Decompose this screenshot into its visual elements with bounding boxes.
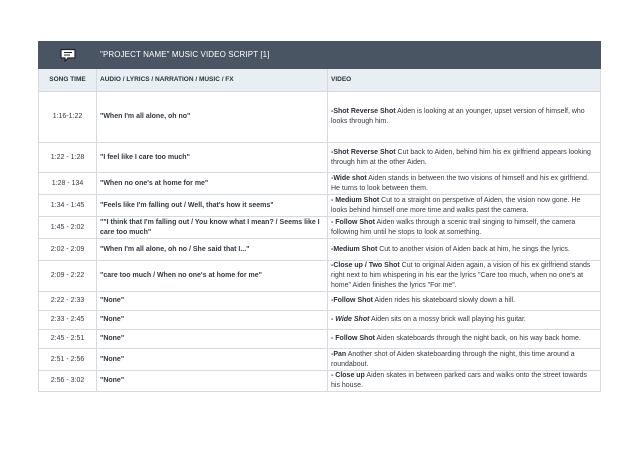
video-cell bbox=[328, 330, 601, 349]
song-time-cell: 1:16-1:22 bbox=[39, 92, 97, 143]
script-row bbox=[39, 195, 601, 217]
song-time-cell: 2:45 - 2:51 bbox=[39, 330, 97, 349]
shot-description: Aiden sits on a mossy brick wall playing his guitar. bbox=[369, 316, 526, 323]
script-row bbox=[39, 349, 601, 371]
lyric-cell: "None" bbox=[97, 349, 328, 371]
song-time-cell: 1:28 - 134 bbox=[39, 173, 97, 195]
shot-type: -Medium Shot bbox=[331, 245, 378, 253]
shot-description: Aiden rides his skateboard slowly down a hill. bbox=[373, 297, 516, 304]
title-cell bbox=[97, 42, 328, 69]
script-row bbox=[39, 239, 601, 261]
shot-description: Cut to original Aiden again, a vision of his ex girlfriend stands right next to him whispering in his ear the lyrics "Care too much, when no one's at home" Aiden finishes the lyrics "For me". bbox=[331, 262, 591, 289]
audio-header: AUDIO / LYRICS / NARRATION / MUSIC / FX bbox=[97, 69, 328, 92]
lyric-cell: "None" bbox=[97, 371, 328, 392]
lyric-cell: "None" bbox=[97, 311, 328, 330]
song-time-cell: 1:22 - 1:28 bbox=[39, 143, 97, 173]
song-time-cell: 2:51 - 2:56 bbox=[39, 349, 97, 371]
lyric-cell: "I feel like I care too much" bbox=[97, 143, 328, 173]
song-time-cell: 2:09 - 2:22 bbox=[39, 261, 97, 292]
video-cell bbox=[328, 349, 601, 371]
video-cell bbox=[328, 217, 601, 239]
speech-bubble-icon bbox=[60, 48, 76, 62]
shot-description: Aiden is looking at an younger, upset version of himself, who looks through him. bbox=[331, 108, 585, 125]
script-row bbox=[39, 143, 601, 173]
script-row bbox=[39, 311, 601, 330]
shot-description: Cut back to Aiden, behind him his ex girlfriend appears looking through him at the other Aiden. bbox=[331, 148, 591, 166]
shot-type: - Medium Shot bbox=[331, 196, 380, 204]
song-time-cell: 2:22 - 2:33 bbox=[39, 292, 97, 311]
video-cell bbox=[328, 92, 601, 143]
song-time-cell: 1:45 - 2:02 bbox=[39, 217, 97, 239]
script-row bbox=[39, 173, 601, 195]
video-cell bbox=[328, 195, 601, 217]
song-time-cell: 1:34 - 1:45 bbox=[39, 195, 97, 217]
shot-description: Aiden skates in between parked cars and walks onto the street towards his house. bbox=[331, 372, 588, 389]
column-header-row bbox=[39, 69, 601, 92]
shot-type: -Shot Reverse Shot bbox=[331, 108, 396, 115]
shot-type: - Wide Shot bbox=[331, 316, 370, 323]
video-cell bbox=[328, 143, 601, 173]
lyric-cell: "care too much / When no one's at home for me" bbox=[97, 261, 328, 292]
script-row bbox=[39, 261, 601, 292]
shot-description: Aiden skateboards through the night back, on his way back home. bbox=[374, 335, 581, 342]
document-title: "PROJECT NAME" MUSIC VIDEO SCRIPT [1] bbox=[100, 49, 270, 59]
video-cell bbox=[328, 173, 601, 195]
video-cell bbox=[328, 371, 601, 392]
video-cell bbox=[328, 261, 601, 292]
video-cell bbox=[328, 292, 601, 311]
shot-description: Aiden stands in between the two visions of himself and his ex girlfriend. He turns to look between them. bbox=[331, 174, 589, 192]
script-row bbox=[39, 330, 601, 349]
shot-type: -Close up / Two Shot bbox=[331, 262, 400, 269]
shot-type: - Follow Shot bbox=[331, 218, 375, 226]
shot-type: -Wide shot bbox=[331, 174, 367, 182]
script-row bbox=[39, 217, 601, 239]
shot-type: - Close up bbox=[331, 372, 365, 379]
song-time-cell: 2:56 - 3:02 bbox=[39, 371, 97, 392]
title-icon-cell bbox=[39, 42, 97, 69]
lyric-cell: "When I'm all alone, oh no" bbox=[97, 92, 328, 143]
title-row bbox=[39, 42, 601, 69]
shot-description: Aiden walks through a scenic trail singing to himself, the camera following him until he stops to look at something. bbox=[331, 218, 576, 236]
song-time-cell: 2:33 - 2:45 bbox=[39, 311, 97, 330]
lyric-cell: "None" bbox=[97, 330, 328, 349]
shot-type: -Shot Reverse Shot bbox=[331, 148, 396, 156]
script-row bbox=[39, 371, 601, 392]
video-cell bbox=[328, 239, 601, 261]
title-blank-cell bbox=[328, 42, 601, 69]
script-table bbox=[38, 41, 601, 392]
shot-type: - Follow Shot bbox=[331, 335, 375, 342]
shot-type: -Pan bbox=[331, 350, 347, 358]
script-row bbox=[39, 292, 601, 311]
video-cell bbox=[328, 311, 601, 330]
script-row bbox=[39, 92, 601, 143]
song-time-header: SONG TIME bbox=[39, 69, 97, 92]
video-header: VIDEO bbox=[328, 69, 601, 92]
lyric-cell: ""I think that I'm falling out / You know what I mean? / Seems like I care too much" bbox=[97, 217, 328, 239]
lyric-cell: "Feels like I'm falling out / Well, that's how it seems" bbox=[97, 195, 328, 217]
lyric-cell: "None" bbox=[97, 292, 328, 311]
lyric-cell: "When no one's at home for me" bbox=[97, 173, 328, 195]
shot-description: Cut to a straight on perspetive of Aiden, the vision now gone. He looks behind himself one more time and walks past the camera. bbox=[331, 196, 581, 214]
shot-description: Another shot of Aiden skateboarding through the night, this time around a roundabout. bbox=[331, 350, 575, 368]
lyric-cell: "When I'm all alone, oh no / She said that I..." bbox=[97, 239, 328, 261]
shot-description: Cut to another vision of Aiden back at him, he sings the lyrics. bbox=[377, 245, 570, 253]
song-time-cell: 2:02 - 2:09 bbox=[39, 239, 97, 261]
shot-type: -Follow Shot bbox=[331, 297, 373, 304]
